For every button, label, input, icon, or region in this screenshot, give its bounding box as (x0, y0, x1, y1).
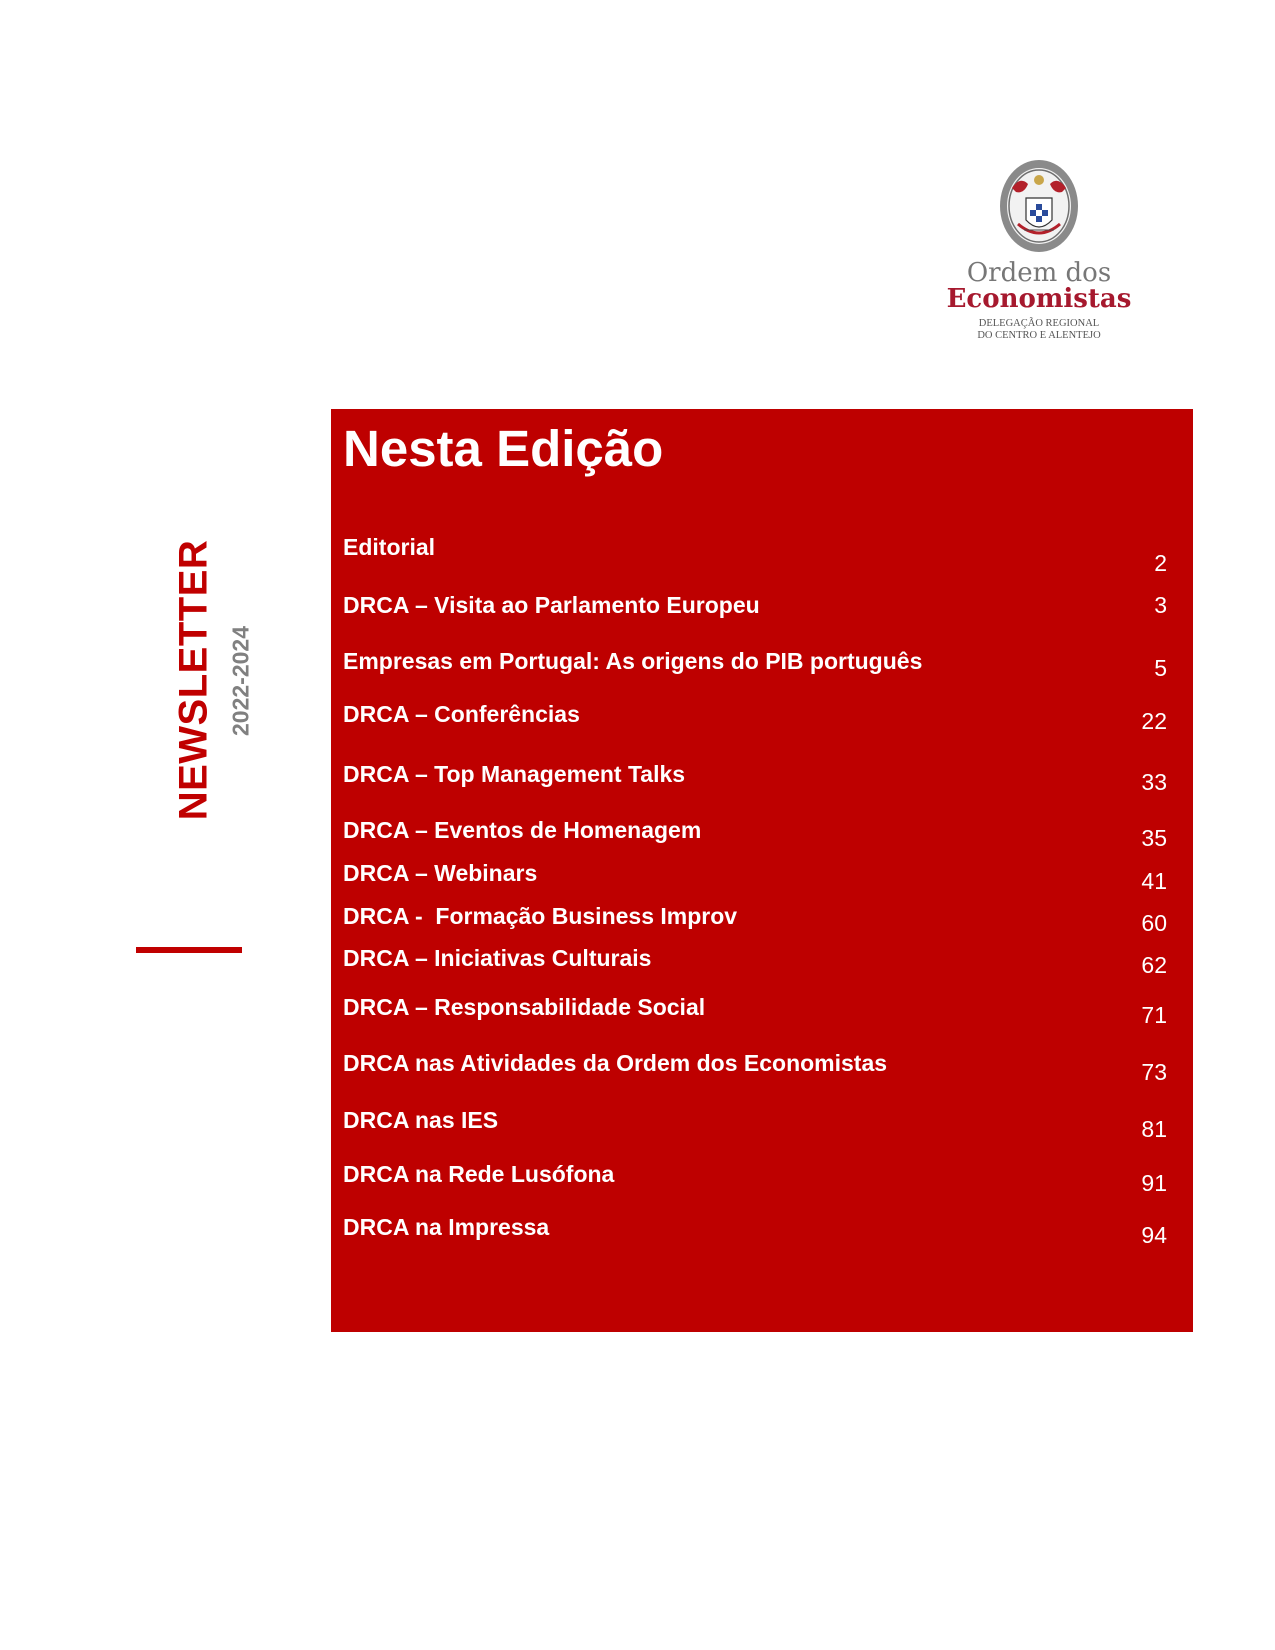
logo-subtitle-line2: DO CENTRO E ALENTEJO (977, 330, 1101, 341)
toc-item-page: 33 (1141, 769, 1167, 795)
logo-name-line1: Ordem dos (966, 258, 1112, 288)
contents-panel (331, 409, 1193, 1332)
toc-item-label[interactable]: DRCA – Visita ao Parlamento Europeu (343, 592, 760, 618)
toc-item-page: 81 (1141, 1116, 1167, 1142)
newsletter-years: 2022-2024 (227, 626, 254, 736)
toc-item-label[interactable]: DRCA – Conferências (343, 701, 580, 727)
toc-item-label[interactable]: DRCA nas IES (343, 1107, 499, 1133)
toc-item-page: 2 (1154, 550, 1167, 576)
toc-item-page: 94 (1141, 1222, 1167, 1248)
ordem-economistas-logo (930, 158, 1140, 348)
toc-item-page: 41 (1141, 868, 1167, 894)
side-divider (136, 947, 242, 953)
toc-item-page: 60 (1141, 910, 1167, 936)
toc-item-label[interactable]: Empresas em Portugal: As origens do PIB português (343, 648, 923, 674)
toc-item-label[interactable]: DRCA nas Atividades da Ordem dos Economistas (343, 1050, 888, 1076)
toc-item-label[interactable]: DRCA na Rede Lusófona (343, 1161, 615, 1187)
toc-item-page: 22 (1141, 708, 1167, 734)
toc-item-page: 3 (1154, 592, 1167, 618)
toc-item-page: 62 (1141, 952, 1167, 978)
toc-item-page: 5 (1154, 655, 1167, 681)
toc-item-label[interactable]: DRCA – Top Management Talks (343, 761, 686, 787)
logo-name-line2: Economistas (946, 284, 1132, 314)
toc-item-label[interactable]: DRCA na Impressa (343, 1214, 550, 1240)
toc-item-page: 35 (1141, 825, 1167, 851)
toc-item-label[interactable]: DRCA - Formação Business Improv (343, 903, 738, 929)
toc-item-label[interactable]: DRCA – Iniciativas Culturais (343, 945, 652, 971)
toc-item-label[interactable]: DRCA – Responsabilidade Social (343, 994, 706, 1020)
toc-item-label[interactable]: DRCA – Webinars (343, 860, 538, 886)
toc-item-label[interactable]: DRCA – Eventos de Homenagem (343, 817, 702, 843)
toc-item-page: 71 (1141, 1002, 1167, 1028)
coat-of-arms-seal-icon (998, 158, 1080, 254)
newsletter-title: NEWSLETTER (171, 539, 216, 821)
contents-heading: Nesta Edição (343, 420, 664, 477)
toc-item-label[interactable]: Editorial (343, 534, 436, 560)
toc-item-page: 73 (1141, 1059, 1167, 1085)
toc-item-page: 91 (1141, 1170, 1167, 1196)
logo-subtitle-line1: DELEGAÇÃO REGIONAL (978, 318, 1100, 329)
